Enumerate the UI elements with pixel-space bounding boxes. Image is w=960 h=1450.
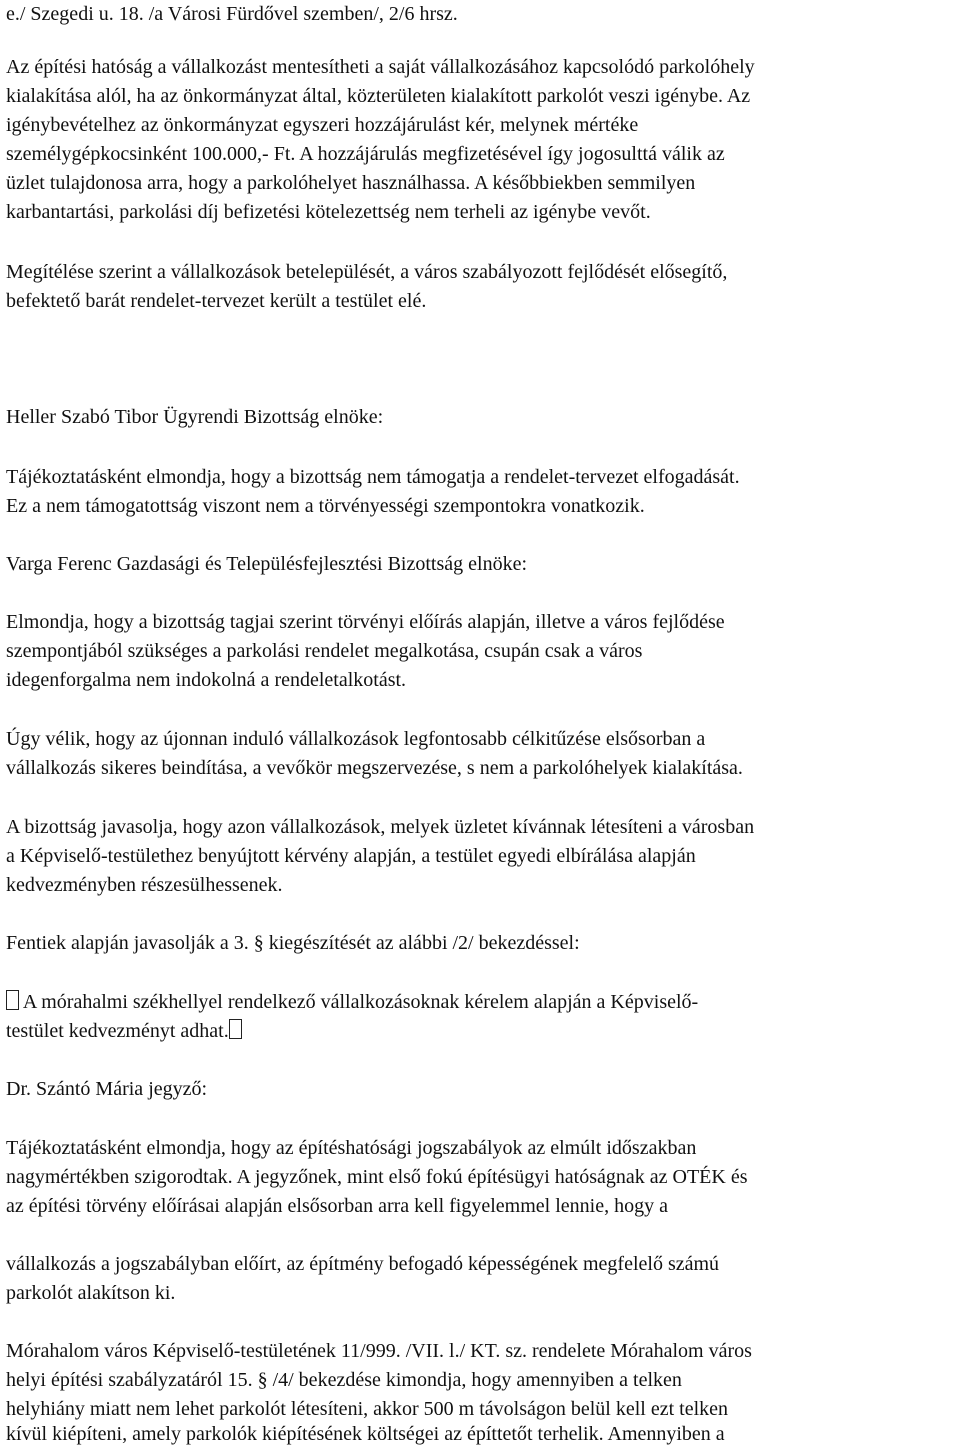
paragraph-line: helyi építési szabályzatáról 15. § /4/ bekezdése kimondja, hogy amennyiben a telken: [6, 1369, 682, 1391]
paragraph-line: igénybevételhez az önkormányzat egyszeri hozzájárulást kér, melynek mértéke: [6, 114, 639, 136]
quoted-proposal-line: [6, 1017, 242, 1046]
paragraph-line: Az építési hatóság a vállalkozást mentesítheti a saját vállalkozásához kapcsolódó parkolóhely: [6, 56, 755, 78]
paragraph-line: A bizottság javasolja, hogy azon vállalkozások, melyek üzletet kívánnak létesíteni a városban: [6, 816, 755, 838]
paragraph-line: Tájékoztatásként elmondja, hogy a bizottság nem támogatja a rendelet-tervezet elfogadását.: [6, 466, 740, 488]
paragraph-line: üzlet tulajdonosa arra, hogy a parkolóhelyet használhassa. A későbbiekben semmilyen: [6, 172, 696, 194]
paragraph-line: szempontjából szükséges a parkolási rendelet megalkotása, csupán csak a város: [6, 640, 643, 662]
paragraph-line: idegenforgalma nem indokolná a rendeletalkotást.: [6, 669, 407, 691]
paragraph-line: Mórahalom város Képviselő-testületének 11/999. /VII. l./ KT. sz. rendelete Mórahalom város: [6, 1340, 752, 1362]
paragraph-line: Megítélése szerint a vállalkozások betelepülését, a város szabályozott fejlődését elősegítő,: [6, 261, 728, 283]
section-heading: e./ Szegedi u. 18. /a Városi Fürdővel szemben/, 2/6 hrsz.: [6, 3, 458, 25]
paragraph-line: személygépkocsinként 100.000,- Ft. A hozzájárulás megfizetésével így jogosulttá válik az: [6, 143, 725, 165]
paragraph-line: helyhiány miatt nem lehet parkolót létesíteni, akkor 500 m távolságon belül kell ezt telken: [6, 1398, 729, 1420]
missing-glyph-icon: [6, 990, 19, 1010]
paragraph-line: kialakítása alól, ha az önkormányzat által, közterületen kialakított parkolót veszi igénybe. Az: [6, 85, 751, 107]
paragraph-line: vállalkozás a jogszabályban előírt, az építmény befogadó képességének megfelelő számú: [6, 1253, 720, 1275]
paragraph-line: karbantartási, parkolási díj befizetési kötelezettség nem terheli az igénybe vevőt.: [6, 201, 651, 223]
missing-glyph-icon: [229, 1019, 242, 1039]
paragraph-line: az építési törvény előírásai alapján elsősorban arra kell figyelemmel lennie, hogy a: [6, 1195, 668, 1217]
quoted-text: testület kedvezményt adhat.: [6, 1020, 229, 1042]
paragraph-line: Úgy vélik, hogy az újonnan induló vállalkozások legfontosabb célkitűzése elsősorban a: [6, 728, 706, 750]
paragraph-line: nagymértékben szigorodtak. A jegyzőnek, mint első fokú építésügyi hatóságnak az OTÉK és: [6, 1166, 748, 1188]
quoted-text: A mórahalmi székhellyel rendelkező vállalkozásoknak kérelem alapján a Képviselő-: [22, 991, 699, 1013]
paragraph-line: kívül kiépíteni, amely parkolók kiépítésének költségei az építtetőt terhelik. Amennyiben a: [6, 1423, 725, 1445]
paragraph-line: kedvezményben részesülhessenek.: [6, 874, 283, 896]
paragraph-line: parkolót alakítson ki.: [6, 1282, 176, 1304]
paragraph-line: Ez a nem támogatottság viszont nem a törvényességi szempontokra vonatkozik.: [6, 495, 645, 517]
paragraph-line: Elmondja, hogy a bizottság tagjai szerint törvényi előírás alapján, illetve a város fejlődése: [6, 611, 725, 633]
quoted-proposal-line: [6, 988, 698, 1017]
speaker-heading: Dr. Szántó Mária jegyző:: [6, 1078, 208, 1100]
paragraph-line: befektető barát rendelet-tervezet került a testület elé.: [6, 290, 427, 312]
paragraph-line: a Képviselő-testülethez benyújtott kérvény alapján, a testület egyedi elbírálása alapján: [6, 845, 696, 867]
speaker-heading: Heller Szabó Tibor Ügyrendi Bizottság elnöke:: [6, 406, 384, 428]
paragraph-line: Fentiek alapján javasolják a 3. § kiegészítését az alábbi /2/ bekezdéssel:: [6, 932, 580, 954]
paragraph-line: vállalkozás sikeres beindítása, a vevőkör megszervezése, s nem a parkolóhelyek kialakítása.: [6, 757, 743, 779]
paragraph-line: Tájékoztatásként elmondja, hogy az építéshatósági jogszabályok az elmúlt időszakban: [6, 1137, 697, 1159]
speaker-heading: Varga Ferenc Gazdasági és Településfejlesztési Bizottság elnöke:: [6, 553, 528, 575]
